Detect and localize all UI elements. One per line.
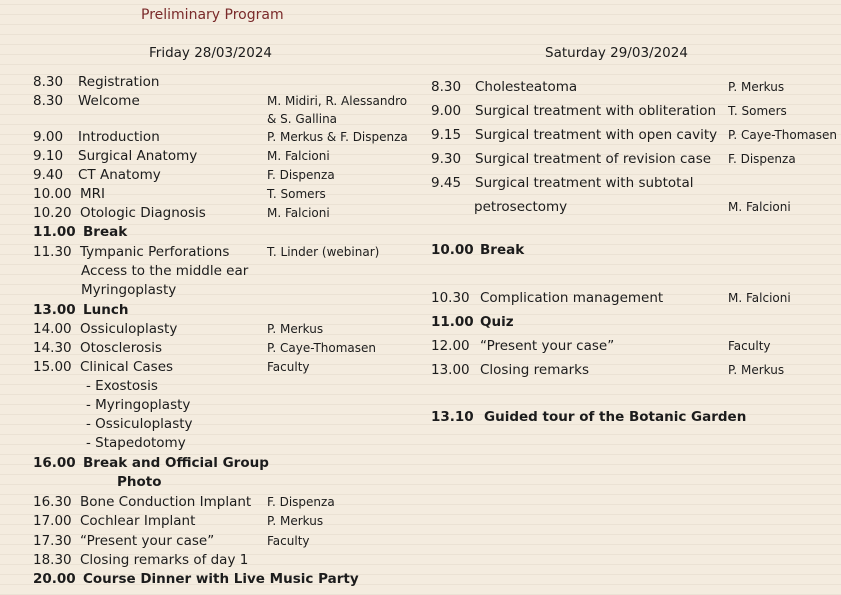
speaker-label: F. Dispenza [267,495,335,509]
time-label: 10.00 [33,186,72,202]
event-label: petrosectomy [474,199,568,215]
event-label: Surgical treatment with open cavity [475,127,718,143]
event-label: Clinical Cases [80,359,174,375]
event-label: Ossiculoplasty [80,321,178,337]
event-label: Complication management [480,290,664,306]
event-label: CT Anatomy [78,167,161,183]
speaker-label: T. Somers [728,104,787,118]
time-label: 9.10 [33,148,64,164]
event-label: Course Dinner with Live Music Party [83,571,359,587]
speaker-label: & S. Gallina [267,112,338,126]
time-label: 20.00 [33,571,76,587]
speaker-label: P. Caye-Thomasen [267,341,377,355]
event-label: Quiz [480,314,514,330]
event-label: Tympanic Perforations [80,244,230,260]
event-label: Surgical treatment of revision case [475,151,712,167]
speaker-label: F. Dispenza [728,152,796,166]
event-label: “Present your case” [80,533,215,549]
speaker-label: P. Merkus [267,322,324,336]
time-label: 9.30 [431,151,462,167]
time-label: 17.00 [33,513,72,529]
time-label: 10.00 [431,242,474,258]
speaker-label: M. Falcioni [728,291,791,305]
time-label: 17.30 [33,533,72,549]
speaker-label: P. Merkus [728,80,785,94]
time-label: 11.00 [431,314,474,330]
saturday-header: Saturday 29/03/2024 [545,45,688,61]
event-label: Break [83,224,128,240]
time-label: 9.15 [431,127,462,143]
time-label: 9.45 [431,175,462,191]
speaker-label: M. Falcioni [728,200,791,214]
time-label: 13.10 [431,409,474,425]
event-label: - Stapedotomy [86,435,186,451]
speaker-label: T. Somers [267,187,326,201]
event-label: Otologic Diagnosis [80,205,206,221]
friday-header: Friday 28/03/2024 [149,45,273,61]
speaker-label: T. Linder (webinar) [267,245,380,259]
time-label: 14.30 [33,340,72,356]
event-label: Myringoplasty [81,282,177,298]
event-label: Cholesteatoma [475,79,578,95]
event-label: MRI [80,186,106,202]
event-label: Surgical treatment with obliteration [475,103,717,119]
time-label: 16.00 [33,455,76,471]
speaker-label: Faculty [267,534,310,548]
event-label: Introduction [78,129,160,145]
event-label: Lunch [83,302,129,318]
event-label: Access to the middle ear [81,263,249,279]
time-label: 15.00 [33,359,72,375]
event-label: Cochlear Implant [80,513,196,529]
speaker-label: M. Falcioni [267,149,330,163]
time-label: 10.30 [431,290,470,306]
time-label: 13.00 [431,362,470,378]
event-label: - Exostosis [86,378,158,394]
event-label: Otosclerosis [80,340,163,356]
speaker-label: P. Merkus [267,514,324,528]
time-label: 8.30 [431,79,462,95]
speaker-label: P. Caye-Thomasen [728,128,838,142]
event-label: Break [480,242,525,258]
time-label: 18.30 [33,552,72,568]
event-label: Surgical Anatomy [78,148,198,164]
time-label: 11.00 [33,224,76,240]
event-label: Guided tour of the Botanic Garden [484,409,747,425]
time-label: 9.00 [33,129,64,145]
speaker-label: F. Dispenza [267,168,335,182]
event-label: - Myringoplasty [86,397,191,413]
time-label: 8.30 [33,74,64,90]
event-label: “Present your case” [480,338,615,354]
event-label: Welcome [78,93,140,109]
time-label: 10.20 [33,205,72,221]
program-title: Preliminary Program [141,7,284,23]
speaker-label: P. Merkus [728,363,785,377]
speaker-label: P. Merkus & F. Dispenza [267,130,408,144]
time-label: 13.00 [33,302,76,318]
time-label: 11.30 [33,244,72,260]
time-label: 12.00 [431,338,470,354]
speaker-label: Faculty [728,339,771,353]
event-label: Surgical treatment with subtotal [475,175,694,191]
event-label: Closing remarks [480,362,590,378]
time-label: 8.30 [33,93,64,109]
time-label: 14.00 [33,321,72,337]
time-label: 16.30 [33,494,72,510]
event-label: Registration [78,74,160,90]
event-label: Closing remarks of day 1 [80,552,249,568]
event-label: Bone Conduction Implant [80,494,252,510]
event-label: Photo [117,474,162,490]
event-label: - Ossiculoplasty [86,416,193,432]
speaker-label: M. Midiri, R. Alessandro [267,94,408,108]
event-label: Break and Official Group [83,455,269,471]
speaker-label: M. Falcioni [267,206,330,220]
speaker-label: Faculty [267,360,310,374]
time-label: 9.40 [33,167,64,183]
time-label: 9.00 [431,103,462,119]
